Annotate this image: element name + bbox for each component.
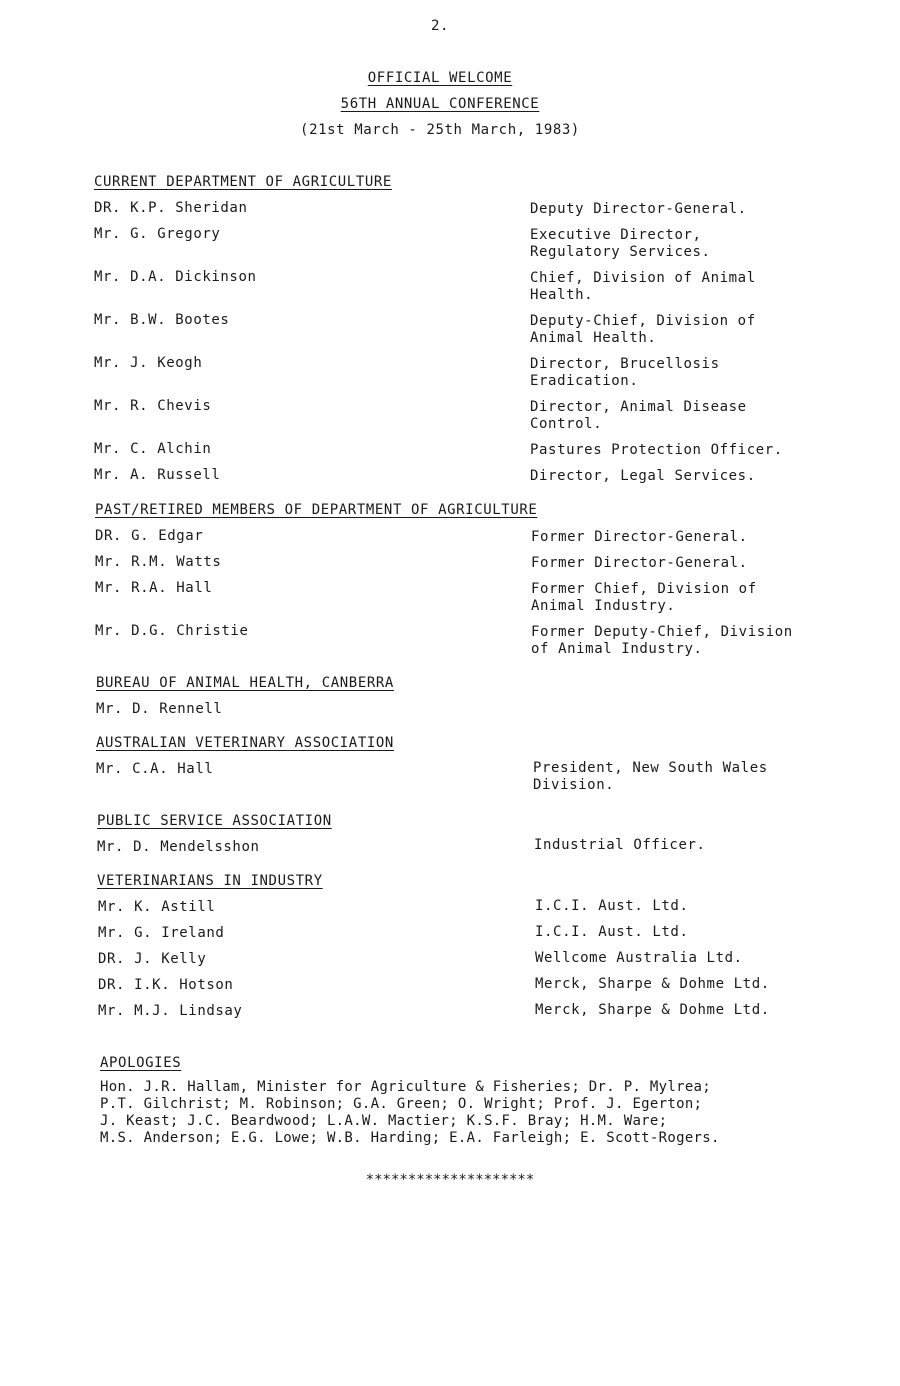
attendee-role: Former Director-General. — [531, 555, 748, 571]
attendee-role: Director, Brucellosis Eradication. — [530, 356, 720, 389]
attendee-name: Mr. A. Russell — [94, 467, 221, 483]
attendee-role: Executive Director, Regulatory Services. — [530, 227, 711, 260]
attendee-name: Mr. B.W. Bootes — [94, 312, 230, 328]
section-heading: PUBLIC SERVICE ASSOCIATION — [97, 813, 332, 829]
attendee-role: Merck, Sharpe & Dohme Ltd. — [535, 976, 770, 992]
attendee-role: I.C.I. Aust. Ltd. — [535, 898, 689, 914]
attendee-name: Mr. K. Astill — [98, 899, 216, 915]
attendee-name: DR. I.K. Hotson — [98, 977, 234, 993]
attendee-name: Mr. R. Chevis — [94, 398, 212, 414]
attendee-role: Director, Legal Services. — [530, 468, 756, 484]
attendee-role: Pastures Protection Officer. — [530, 442, 783, 458]
section-heading: BUREAU OF ANIMAL HEALTH, CANBERRA — [96, 675, 394, 691]
section-heading: AUSTRALIAN VETERINARY ASSOCIATION — [96, 735, 394, 751]
attendee-name: Mr. R.M. Watts — [95, 554, 222, 570]
attendee-name: Mr. R.A. Hall — [95, 580, 213, 596]
header-title: OFFICIAL WELCOME — [367, 70, 513, 86]
attendee-name: Mr. D. Mendelsshon — [97, 839, 260, 855]
attendee-role: Former Director-General. — [531, 529, 748, 545]
attendee-role: President, New South Wales Division. — [533, 760, 768, 793]
footer-stars: ******************** — [365, 1172, 535, 1188]
attendee-name: Mr. D.G. Christie — [95, 623, 249, 639]
attendee-role: Merck, Sharpe & Dohme Ltd. — [535, 1002, 770, 1018]
attendee-name: Mr. C. Alchin — [94, 441, 212, 457]
attendee-name: Mr. J. Keogh — [94, 355, 203, 371]
attendee-role: Former Chief, Division of Animal Industry. — [531, 581, 757, 614]
section-heading: VETERINARIANS IN INDUSTRY — [97, 873, 323, 889]
attendee-role: Chief, Division of Animal Health. — [530, 270, 756, 303]
apologies-text: Hon. J.R. Hallam, Minister for Agriculture & Fisheries; Dr. P. Mylrea; P.T. Gilchrist; M. Robinson; G.A. Green; O. Wright; Prof. J. Egerton; J. Keast; J.C. Beardwood; L.A.W. Mactier; K.S.F. Bray; H.M. Ware; M.S. Anderson; E.G. Lowe; W.B. Harding; E.A. Farleigh; E. Scott-Rogers. — [100, 1079, 720, 1146]
attendee-role: Deputy Director-General. — [530, 201, 747, 217]
header-dates: (21st March - 25th March, 1983) — [300, 122, 580, 138]
attendee-role: Former Deputy-Chief, Division of Animal Industry. — [531, 624, 793, 657]
attendee-name: DR. K.P. Sheridan — [94, 200, 248, 216]
attendee-name: Mr. D. Rennell — [96, 701, 223, 717]
attendee-name: Mr. G. Ireland — [98, 925, 225, 941]
attendee-role: Deputy-Chief, Division of Animal Health. — [530, 313, 756, 346]
attendee-role: I.C.I. Aust. Ltd. — [535, 924, 689, 940]
apologies-heading: APOLOGIES — [100, 1055, 182, 1071]
attendee-name: Mr. M.J. Lindsay — [98, 1003, 243, 1019]
attendee-name: Mr. G. Gregory — [94, 226, 221, 242]
attendee-name: DR. G. Edgar — [95, 528, 204, 544]
header-conference: 56TH ANNUAL CONFERENCE — [340, 96, 540, 112]
attendee-name: Mr. C.A. Hall — [96, 761, 214, 777]
attendee-role: Director, Animal Disease Control. — [530, 399, 747, 432]
attendee-name: Mr. D.A. Dickinson — [94, 269, 257, 285]
page-number: 2. — [430, 18, 450, 34]
attendee-name: DR. J. Kelly — [98, 951, 207, 967]
section-heading: CURRENT DEPARTMENT OF AGRICULTURE — [94, 174, 392, 190]
attendee-role: Wellcome Australia Ltd. — [535, 950, 743, 966]
attendee-role: Industrial Officer. — [534, 837, 706, 853]
section-heading: PAST/RETIRED MEMBERS OF DEPARTMENT OF AGRICULTURE — [95, 502, 538, 518]
